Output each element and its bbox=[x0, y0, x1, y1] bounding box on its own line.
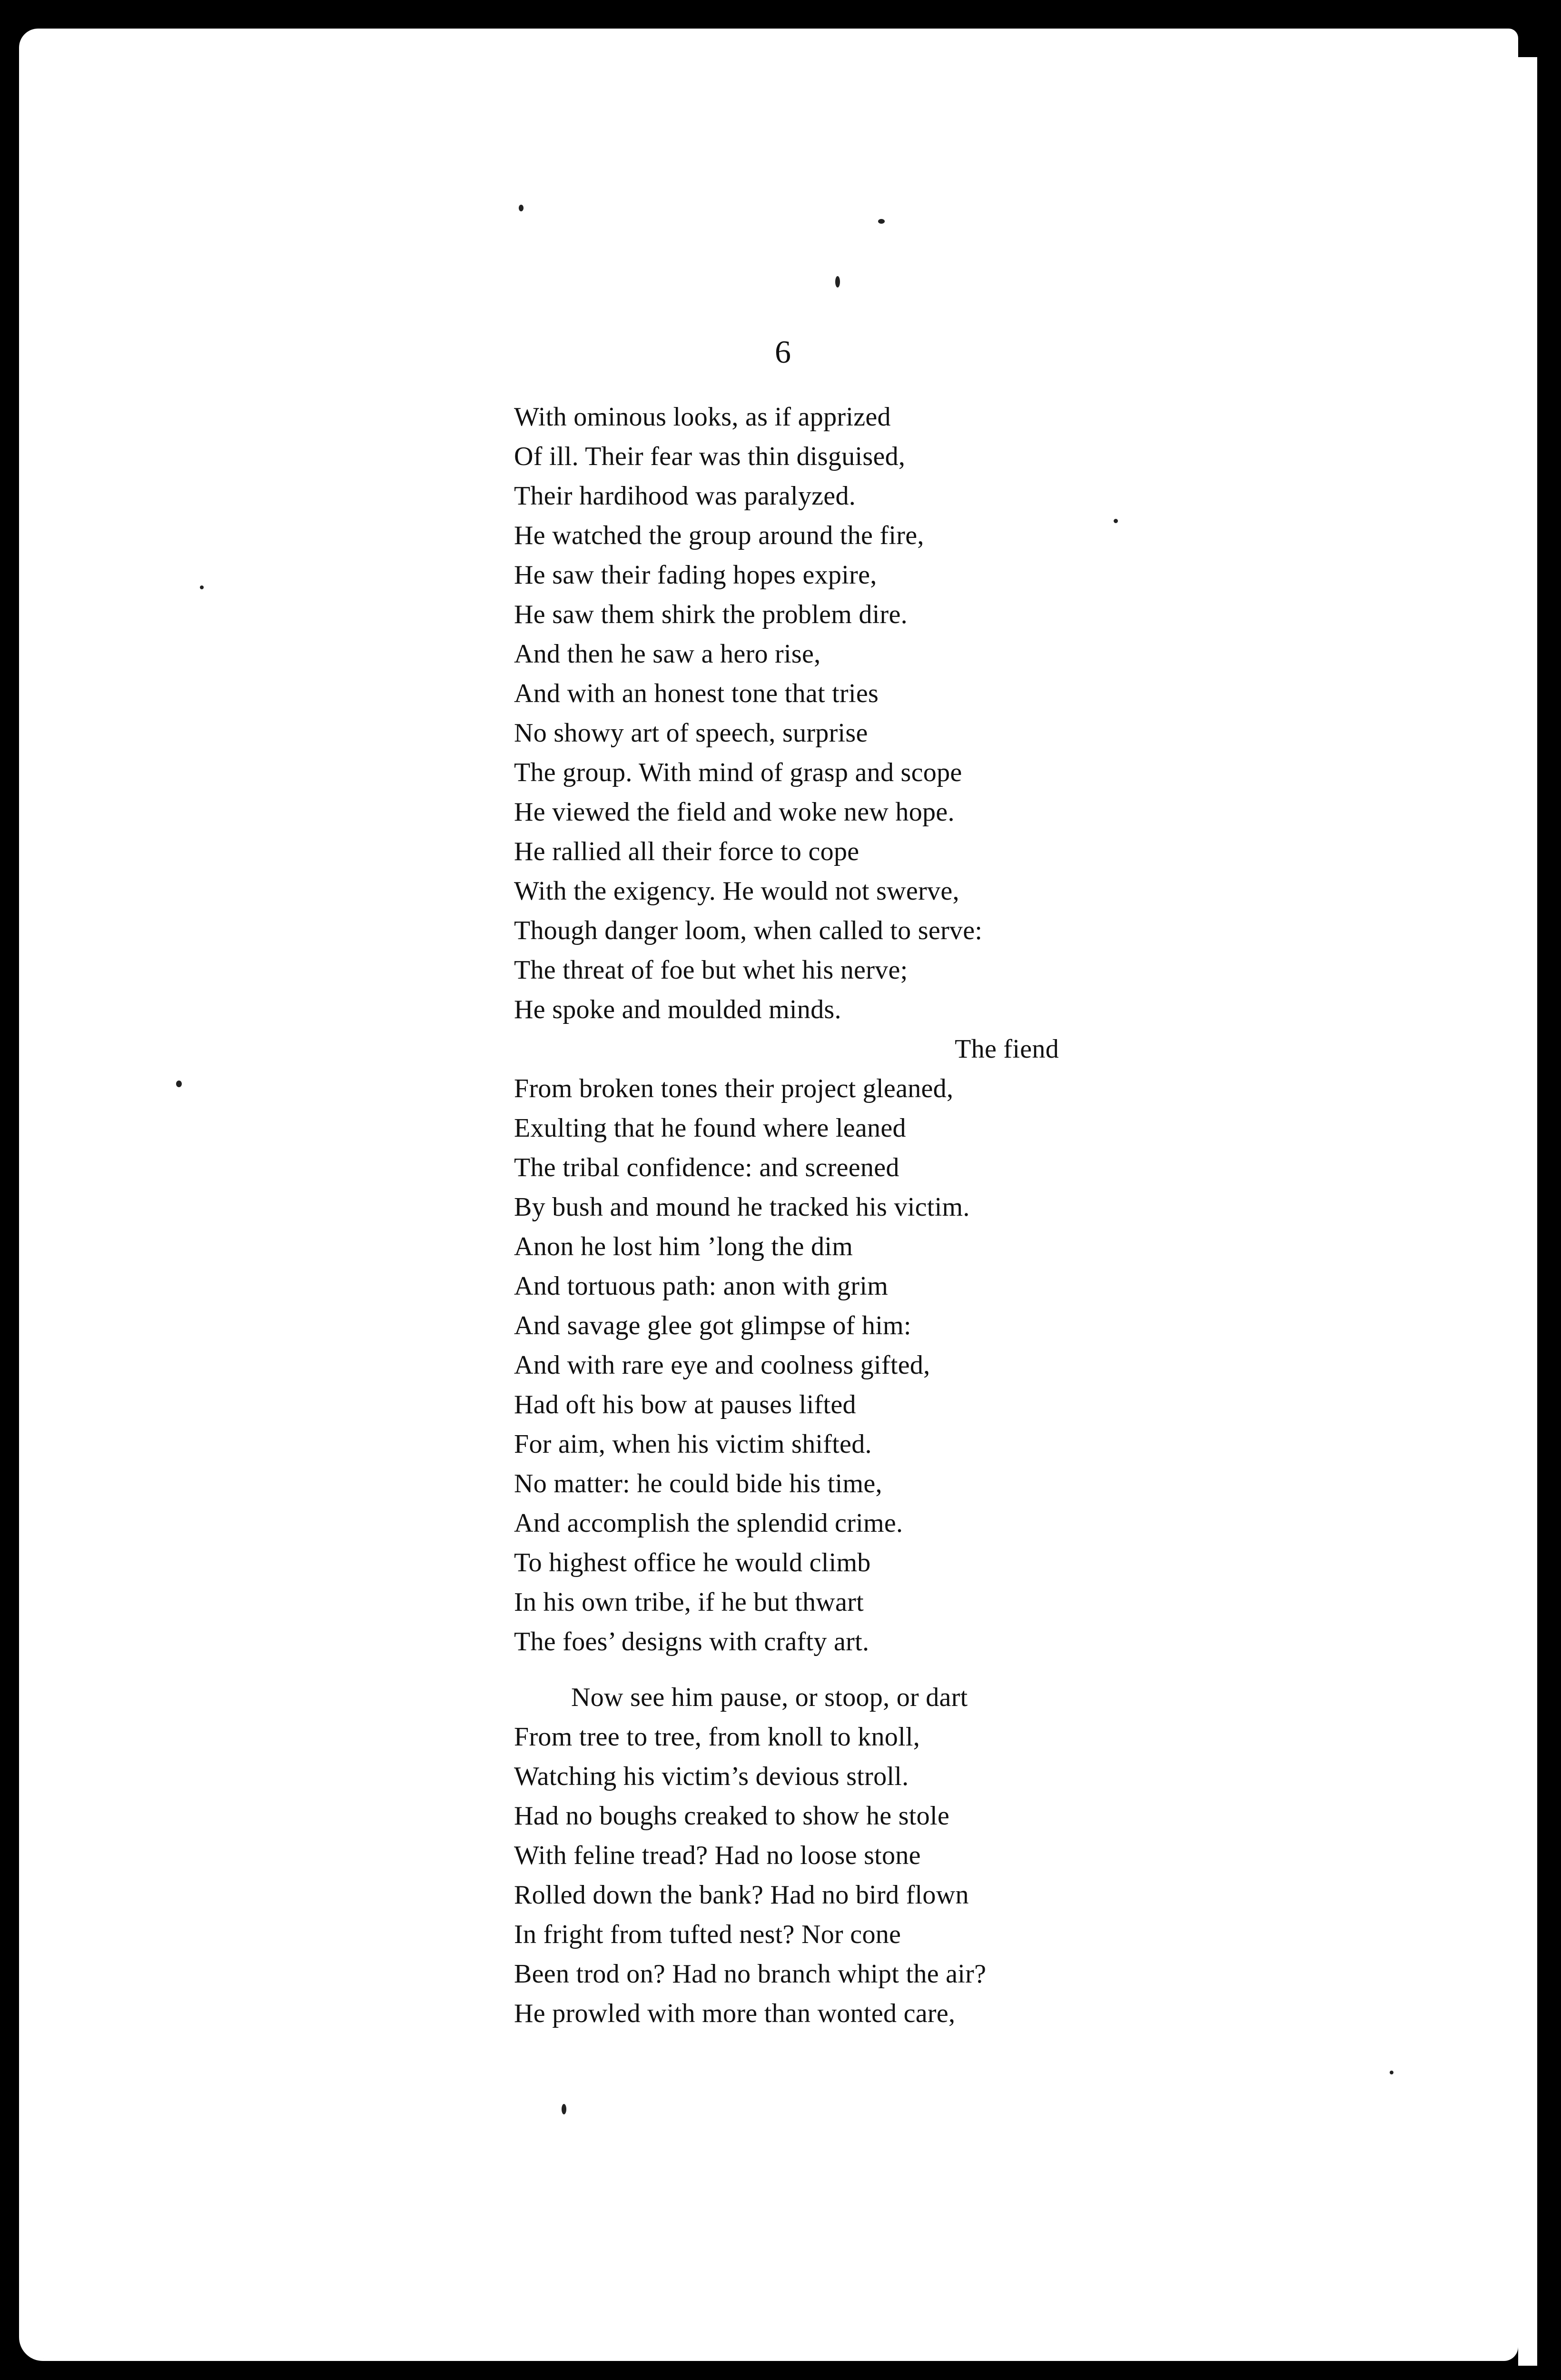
poem-line: The tribal confidence: and screened bbox=[514, 1153, 899, 1182]
poem-line: Watching his victim’s devious stroll. bbox=[514, 1762, 909, 1791]
poem-line: Anon he lost him ’long the dim bbox=[514, 1232, 853, 1261]
poem-line: Though danger loom, when called to serve: bbox=[514, 916, 983, 945]
poem-line: He saw them shirk the problem dire. bbox=[514, 600, 908, 629]
poem-line: And with an honest tone that tries bbox=[514, 679, 879, 708]
poem-line: Of ill. Their fear was thin disguised, bbox=[514, 442, 906, 471]
poem-line: He spoke and moulded minds. bbox=[514, 995, 841, 1024]
poem-line: Had oft his bow at pauses lifted bbox=[514, 1390, 856, 1419]
poem-line: And savage glee got glimpse of him: bbox=[514, 1311, 911, 1340]
poem-line: By bush and mound he tracked his victim. bbox=[514, 1192, 970, 1222]
poem-line: He prowled with more than wonted care, bbox=[514, 1999, 956, 2028]
scan-speck bbox=[176, 1081, 182, 1087]
scan-speck bbox=[200, 585, 204, 589]
poem-line-fiend: The fiend bbox=[955, 1034, 1059, 1064]
poem-line: And with rare eye and coolness gifted, bbox=[514, 1350, 930, 1380]
poem-line: The foes’ designs with crafty art. bbox=[514, 1627, 869, 1656]
scan-speck bbox=[519, 205, 524, 211]
poem-line: With ominous looks, as if apprized bbox=[514, 402, 891, 432]
adjacent-leaf bbox=[1518, 57, 1537, 2366]
poem-line: He watched the group around the fire, bbox=[514, 521, 924, 550]
poem-line: From broken tones their project gleaned, bbox=[514, 1074, 954, 1103]
poem-line: Their hardihood was paralyzed. bbox=[514, 481, 856, 511]
stanza-gap bbox=[514, 1662, 1133, 1678]
scan-speck bbox=[1390, 2071, 1393, 2074]
poem-line: With the exigency. He would not swerve, bbox=[514, 876, 959, 906]
poem-line: In fright from tufted nest? Nor cone bbox=[514, 1920, 901, 1949]
poem-line: Been trod on? Had no branch whipt the air? bbox=[514, 1959, 987, 1989]
poem-line: No showy art of speech, surprise bbox=[514, 718, 868, 748]
scan-speck bbox=[562, 2104, 566, 2114]
poem-text bbox=[514, 397, 1133, 2033]
poem-line: From tree to tree, from knoll to knoll, bbox=[514, 1722, 920, 1752]
poem-line: Had no boughs creaked to show he stole bbox=[514, 1801, 949, 1831]
page-number: 6 bbox=[775, 334, 791, 370]
poem-line: To highest office he would climb bbox=[514, 1548, 871, 1577]
poem-line: The threat of foe but whet his nerve; bbox=[514, 955, 908, 985]
poem-line: Rolled down the bank? Had no bird flown bbox=[514, 1880, 969, 1910]
poem-line: In his own tribe, if he but thwart bbox=[514, 1587, 864, 1617]
poem-line: And accomplish the splendid crime. bbox=[514, 1508, 903, 1538]
poem-line: Now see him pause, or stoop, or dart bbox=[571, 1683, 968, 1712]
poem-line: With feline tread? Had no loose stone bbox=[514, 1841, 921, 1870]
scanned-page bbox=[19, 29, 1518, 2361]
poem-line: The group. With mind of grasp and scope bbox=[514, 758, 962, 787]
scan-speck bbox=[835, 276, 840, 288]
poem-line: He rallied all their force to cope bbox=[514, 837, 860, 866]
poem-line: And then he saw a hero rise, bbox=[514, 639, 821, 669]
poem-line: He viewed the field and woke new hope. bbox=[514, 797, 955, 827]
poem-line: For aim, when his victim shifted. bbox=[514, 1429, 872, 1459]
scan-speck bbox=[878, 219, 885, 224]
poem-line: Exulting that he found where leaned bbox=[514, 1113, 906, 1143]
poem-line: He saw their fading hopes expire, bbox=[514, 560, 877, 590]
scan-speck bbox=[1114, 519, 1118, 523]
poem-line: No matter: he could bide his time, bbox=[514, 1469, 882, 1498]
poem-line: And tortuous path: anon with grim bbox=[514, 1271, 889, 1301]
